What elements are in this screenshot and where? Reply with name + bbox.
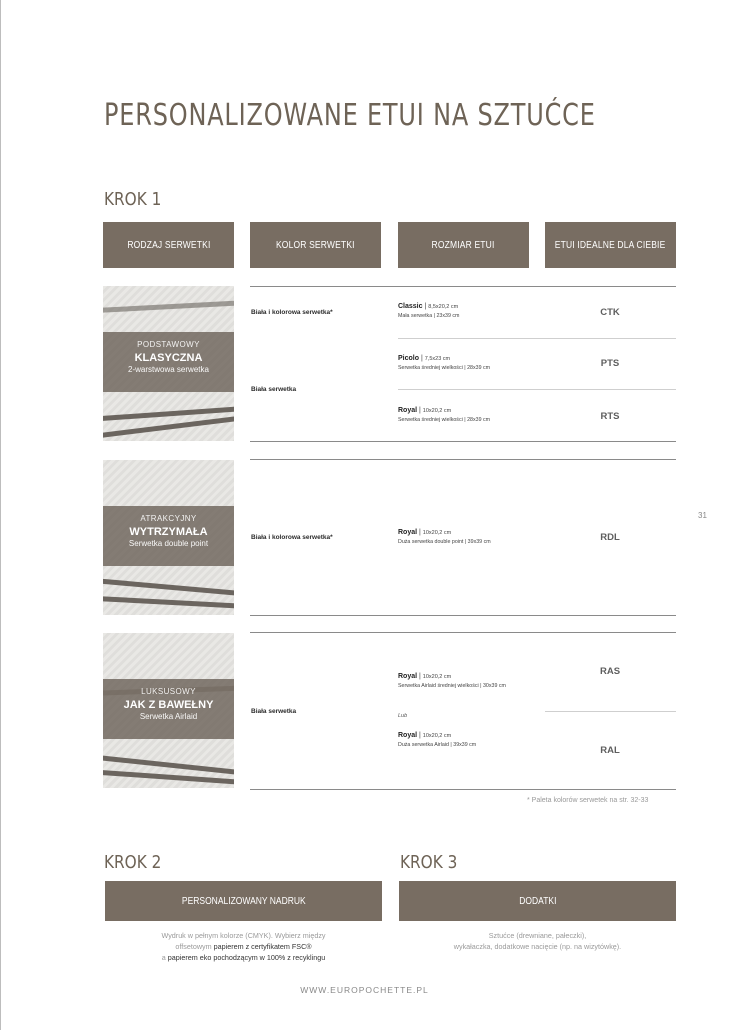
step3-label: KROK 3 bbox=[400, 852, 458, 873]
code-ras: RAS bbox=[599, 666, 621, 677]
page-title: PERSONALIZOWANE ETUI NA SZTUĆCE bbox=[104, 98, 596, 133]
napkin-subtitle: 2-warstwowa serwetka bbox=[128, 365, 209, 374]
header-napkin-color: KOLOR SERWETKI bbox=[250, 222, 381, 268]
header-case-size: ROZMIAR ETUI bbox=[398, 222, 529, 268]
page-number: 31 bbox=[698, 511, 707, 520]
code-pts: PTS bbox=[600, 358, 620, 369]
palette-note: * Paleta kolorów serwetek na str. 32-33 bbox=[527, 797, 649, 804]
divider bbox=[250, 632, 676, 633]
divider bbox=[398, 389, 676, 390]
napkin-image-luxury bbox=[103, 633, 234, 788]
step2-description: Wydruk w pełnym kolorze (CMYK). Wybierz między offsetowym papierem z certyfikatem FSC® a papierem eko pochodzącym w 100% z recyklingu bbox=[161, 931, 326, 962]
code-ral: RAL bbox=[600, 745, 620, 756]
page-edge bbox=[0, 0, 1, 1030]
or-label: Lub bbox=[398, 713, 408, 719]
size-royal: Royal | 10x20,2 cm Serwetka Airlaid średniej wielkości | 30x39 cm bbox=[398, 673, 506, 689]
category-label: LUKSUSOWY bbox=[141, 687, 196, 696]
napkin-color: Biała serwetka bbox=[251, 708, 297, 715]
napkin-color: Biała i kolorowa serwetka* bbox=[251, 534, 333, 541]
step1-label: KROK 1 bbox=[104, 189, 162, 210]
footer-url: WWW.EUROPOCHETTE.PL bbox=[300, 985, 429, 995]
header-ideal-case: ETUI IDEALNE DLA CIEBIE bbox=[545, 222, 676, 268]
step2-label: KROK 2 bbox=[104, 852, 162, 873]
napkin-subtitle: Serwetka Airlaid bbox=[139, 712, 198, 721]
napkin-name: WYTRZYMAŁA bbox=[129, 526, 208, 538]
napkin-color: Biała serwetka bbox=[251, 386, 297, 393]
divider bbox=[398, 338, 676, 339]
code-rts: RTS bbox=[600, 411, 620, 422]
code-ctk: CTK bbox=[600, 307, 620, 318]
step2-bar: PERSONALIZOWANY NADRUK bbox=[105, 881, 382, 921]
divider bbox=[250, 789, 676, 790]
size-picolo: Picolo | 7,5x23 cm Serwetka średniej wielkości | 28x39 cm bbox=[398, 355, 491, 371]
header-napkin-type: RODZAJ SERWETKI bbox=[103, 222, 234, 268]
napkin-subtitle: Serwetka double point bbox=[128, 539, 209, 548]
divider bbox=[250, 459, 676, 460]
napkin-name: JAK Z BAWEŁNY bbox=[123, 699, 214, 711]
size-classic: Classic | 8,5x20,2 cm Mała serwetka | 23x39 cm bbox=[398, 303, 460, 319]
napkin-name: KLASYCZNA bbox=[134, 352, 203, 364]
size-royal: Royal | 10x20,2 cm Duża serwetka double point | 39x39 cm bbox=[398, 529, 491, 545]
category-label: PODSTAWOWY bbox=[137, 340, 200, 349]
divider bbox=[250, 441, 676, 442]
code-rdl: RDL bbox=[600, 532, 620, 543]
step3-description: Sztućce (drewniane, pałeczki), wykałaczka, dodatkowe nacięcie (np. na wizytówkę). bbox=[453, 931, 622, 951]
napkin-color: Biała i kolorowa serwetka* bbox=[251, 309, 333, 316]
napkin-image-durable bbox=[103, 460, 234, 615]
size-royal: Royal | 10x20,2 cm Duża serwetka Airlaid | 39x39 cm bbox=[398, 732, 477, 748]
size-royal: Royal | 10x20,2 cm Serwetka średniej wielkości | 28x39 cm bbox=[398, 407, 491, 423]
category-label: ATRAKCYJNY bbox=[140, 514, 197, 523]
divider bbox=[545, 711, 676, 712]
napkin-image-classic bbox=[103, 286, 234, 441]
step3-bar: DODATKI bbox=[399, 881, 676, 921]
divider bbox=[250, 286, 676, 287]
divider bbox=[250, 615, 676, 616]
